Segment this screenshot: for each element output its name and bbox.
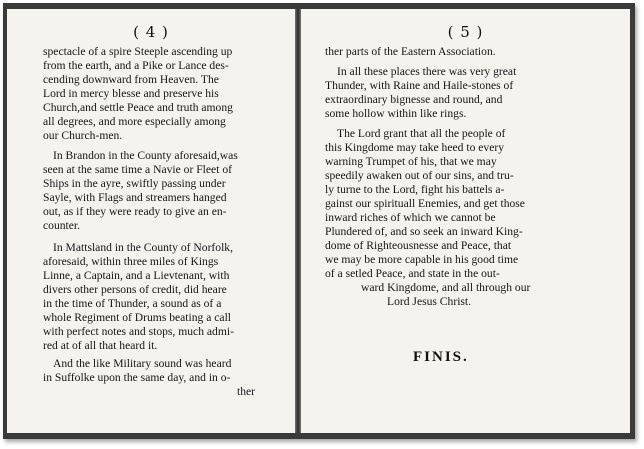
text-line: in the time of Thunder, a sound as of a <box>43 297 222 310</box>
text-line: whole Regiment of Drums beating a call <box>43 311 232 324</box>
text-line: cending downward from Heaven. The <box>43 73 219 86</box>
text-line: counter. <box>43 219 81 232</box>
text-line: Thunder, with Raine and Haile-stones of <box>325 79 514 92</box>
text-line: Plundered of, and so seek an inward King- <box>325 225 523 238</box>
text-line: we may be more capable in his good time <box>325 253 519 266</box>
left-page-number: ( 4 ) <box>133 23 169 41</box>
text-line: ther parts of the Eastern Association. <box>325 45 496 58</box>
text-line: divers other persons of credit, did heare <box>43 283 227 296</box>
text-line: Church,and settle Peace and truth among <box>43 101 233 114</box>
finis-heading: FINIS. <box>413 349 469 365</box>
text-line: Lord Jesus Christ. <box>387 295 472 308</box>
text-line: seen at the same time a Navie or Fleet of <box>43 163 232 176</box>
text-line: And the like Military sound was heard <box>53 357 232 370</box>
text-line: in Suffolke upon the same day, and in o- <box>43 371 231 384</box>
text-line: all degrees, and more especially among <box>43 115 226 128</box>
right-page <box>301 9 630 433</box>
text-line: this Kingdome may take heed to every <box>325 141 505 154</box>
text-line: speedily awaken out of our sins, and tru- <box>325 169 514 182</box>
left-page <box>7 9 295 433</box>
text-line: ther <box>237 385 256 398</box>
text-line: gainst our spirituall Enemies, and get those <box>325 197 525 210</box>
text-line: red at of all that heard it. <box>43 339 158 352</box>
text-line: Linne, a Captain, and a Lievtenant, with <box>43 269 230 282</box>
text-line: Sayle, with Flags and streamers hanged <box>43 191 227 204</box>
text-line: dome of Righteousnesse and Peace, that <box>325 239 512 252</box>
text-line: ly turne to the Lord, fight his battels a- <box>325 183 505 196</box>
text-line: warning Trumpet of his, that we may <box>325 155 497 168</box>
text-line: spectacle of a spire Steeple ascending up <box>43 45 233 58</box>
text-line: some hollow within like rings. <box>325 107 467 120</box>
text-line: ward Kingdome, and all through our <box>361 281 531 294</box>
text-line: inward riches of which we cannot be <box>325 211 496 224</box>
text-line: Lord in mercy blesse and preserve his <box>43 87 219 100</box>
text-line: In Brandon in the County aforesaid,was <box>53 149 238 162</box>
scan-frame <box>3 3 635 439</box>
text-line: out, as if they were ready to give an en- <box>43 205 227 218</box>
text-line: from the earth, and a Pike or Lance des- <box>43 59 229 72</box>
text-line: aforesaid, within three miles of Kings <box>43 255 219 268</box>
text-line: with perfect notes and stops, much admi- <box>43 325 234 338</box>
text-line: The Lord grant that all the people of <box>337 127 506 140</box>
text-line: In all these places there was very great <box>337 65 517 78</box>
text-line: extraordinary bignesse and round, and <box>325 93 503 106</box>
text-line: In Mattsland in the County of Norfolk, <box>53 241 234 254</box>
text-line: of a setled Peace, and state in the out- <box>325 267 500 280</box>
text-line: our Church-men. <box>43 129 123 142</box>
text-line: Ships in the ayre, swiftly passing under <box>43 177 226 190</box>
right-page-number: ( 5 ) <box>447 23 484 41</box>
